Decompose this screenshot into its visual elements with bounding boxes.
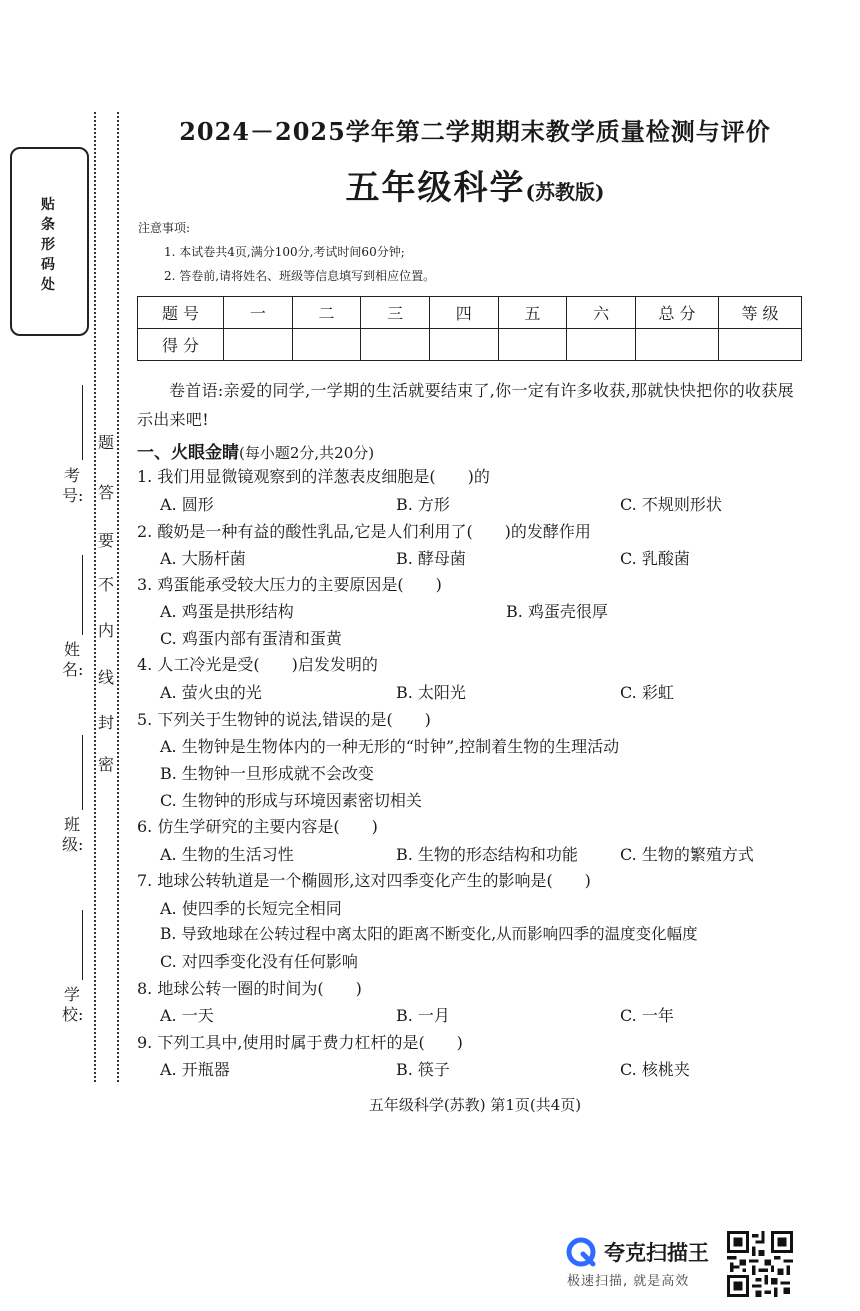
score-cell[interactable] [361,329,430,361]
question: 6. 仿生学研究的主要内容是( ) [137,817,378,836]
question: 9. 下列工具中,使用时属于费力杠杆的是( ) [137,1033,463,1052]
option[interactable]: B. 筷子 [396,1060,450,1079]
score-cell[interactable] [292,329,361,361]
option[interactable]: A. 一天 [160,1006,214,1025]
cell: 四 [429,297,498,329]
notes-heading: 注意事项: [138,221,191,235]
score-table [137,296,802,361]
seal-char: 封 [97,713,114,732]
option[interactable]: C. 乳酸菌 [620,549,690,568]
option[interactable]: B. 太阳光 [396,683,466,702]
subject-name: 五年级科学 [345,168,526,208]
seal-char: 内 [97,621,114,640]
option[interactable]: C. 不规则形状 [620,495,722,514]
option[interactable]: A. 圆形 [160,495,214,514]
name-label: 姓名: [62,640,84,679]
note-item: 1. 本试卷共4页,满分100分,考试时间60分钟; [164,245,405,259]
option[interactable]: A. 大肠杆菌 [160,549,246,568]
name-field[interactable] [82,555,83,635]
exam-no-label: 考号: [62,466,84,505]
cell: 五 [498,297,567,329]
seal-char: 答 [97,483,114,502]
option[interactable]: B. 一月 [396,1006,450,1025]
exam-no-field[interactable] [82,385,83,460]
exam-title: 2024－2025学年第二学期期末教学质量检测与评价 [179,117,771,146]
option[interactable]: A. 生物的生活习性 [160,845,294,864]
option[interactable]: C. 鸡蛋内部有蛋清和蛋黄 [160,629,342,648]
cell: 等 级 [719,297,802,329]
cell: 六 [567,297,636,329]
school-field[interactable] [82,910,83,980]
question: 4. 人工冷光是受( )启发发明的 [137,655,378,674]
score-cell[interactable] [719,329,802,361]
scanner-tagline: 极速扫描, 就是高效 [567,1274,690,1289]
question: 5. 下列关于生物钟的说法,错误的是( ) [137,710,431,729]
section-heading [137,438,374,463]
seal-dotted-line-outer [94,112,96,1082]
option[interactable]: C. 生物钟的形成与环境因素密切相关 [160,791,422,810]
option[interactable]: C. 彩虹 [620,683,674,702]
question: 8. 地球公转一圈的时间为( ) [137,979,362,998]
score-table-score-row [138,329,802,361]
option[interactable]: A. 生物钟是生物体内的一种无形的“时钟”,控制着生物的生理活动 [160,737,620,756]
question: 7. 地球公转轨道是一个椭圆形,这对四季变化产生的影响是( ) [137,871,591,890]
cell: 二 [292,297,361,329]
cell: 题 号 [138,297,224,329]
notes [138,216,435,288]
option[interactable]: A. 萤火虫的光 [160,683,262,702]
barcode-label: 贴条形码处 [41,197,55,293]
option[interactable]: C. 核桃夹 [620,1060,690,1079]
page-footer: 五年级科学(苏教) 第1页(共4页) [368,1096,582,1114]
qr-code-icon [727,1231,793,1297]
score-cell[interactable] [498,329,567,361]
scanner-logo-icon [566,1237,596,1267]
score-cell[interactable] [429,329,498,361]
question: 2. 酸奶是一种有益的酸性乳品,它是人们利用了( )的发酵作用 [137,522,591,541]
score-cell[interactable] [567,329,636,361]
option[interactable]: B. 鸡蛋壳很厚 [506,602,608,621]
cell: 总 分 [636,297,719,329]
exam-subject [110,160,840,209]
school-label: 学校: [62,985,84,1024]
option[interactable]: C. 对四季变化没有任何影响 [160,952,358,971]
option[interactable]: A. 使四季的长短完全相同 [160,899,342,918]
score-cell[interactable] [224,329,293,361]
note-item: 2. 答卷前,请将姓名、班级等信息填写到相应位置。 [164,269,436,283]
cell: 一 [224,297,293,329]
seal-char: 要 [97,531,114,550]
option[interactable]: C. 生物的繁殖方式 [620,845,754,864]
section-title: 一、火眼金睛 [137,443,239,463]
option[interactable]: B. 方形 [396,495,450,514]
scanner-name: 夸克扫描王 [604,1241,709,1265]
option[interactable]: B. 生物钟一旦形成就不会改变 [160,764,374,783]
option[interactable]: C. 一年 [620,1006,674,1025]
option[interactable]: B. 酵母菌 [396,549,466,568]
section-points: (每小题2分,共20分) [239,444,375,462]
option[interactable]: B. 生物的形态结构和功能 [396,845,578,864]
seal-char: 密 [97,755,114,774]
seal-char: 不 [97,575,114,594]
option[interactable]: A. 开瓶器 [160,1060,230,1079]
option[interactable]: A. 鸡蛋是拱形结构 [160,602,294,621]
score-cell[interactable] [636,329,719,361]
class-field[interactable] [82,735,83,810]
option[interactable]: B. 导致地球在公转过程中离太阳的距离不断变化,从而影响四季的温度变化幅度 [160,925,698,943]
edition: (苏教版) [525,180,605,204]
question: 3. 鸡蛋能承受较大压力的主要原因是( ) [137,575,442,594]
seal-char: 线 [97,668,114,687]
class-label: 班级: [62,815,84,854]
score-table-header-row [138,297,802,329]
cell: 得 分 [138,329,224,361]
seal-dotted-line-inner [117,112,119,1082]
question: 1. 我们用显微镜观察到的洋葱表皮细胞是( )的 [137,467,490,486]
cell: 三 [361,297,430,329]
intro-text: 卷首语:亲爱的同学,一学期的生活就要结束了,你一定有许多收获,那就快快把你的收获展示出来吧! [137,381,794,429]
seal-char: 题 [97,433,114,452]
